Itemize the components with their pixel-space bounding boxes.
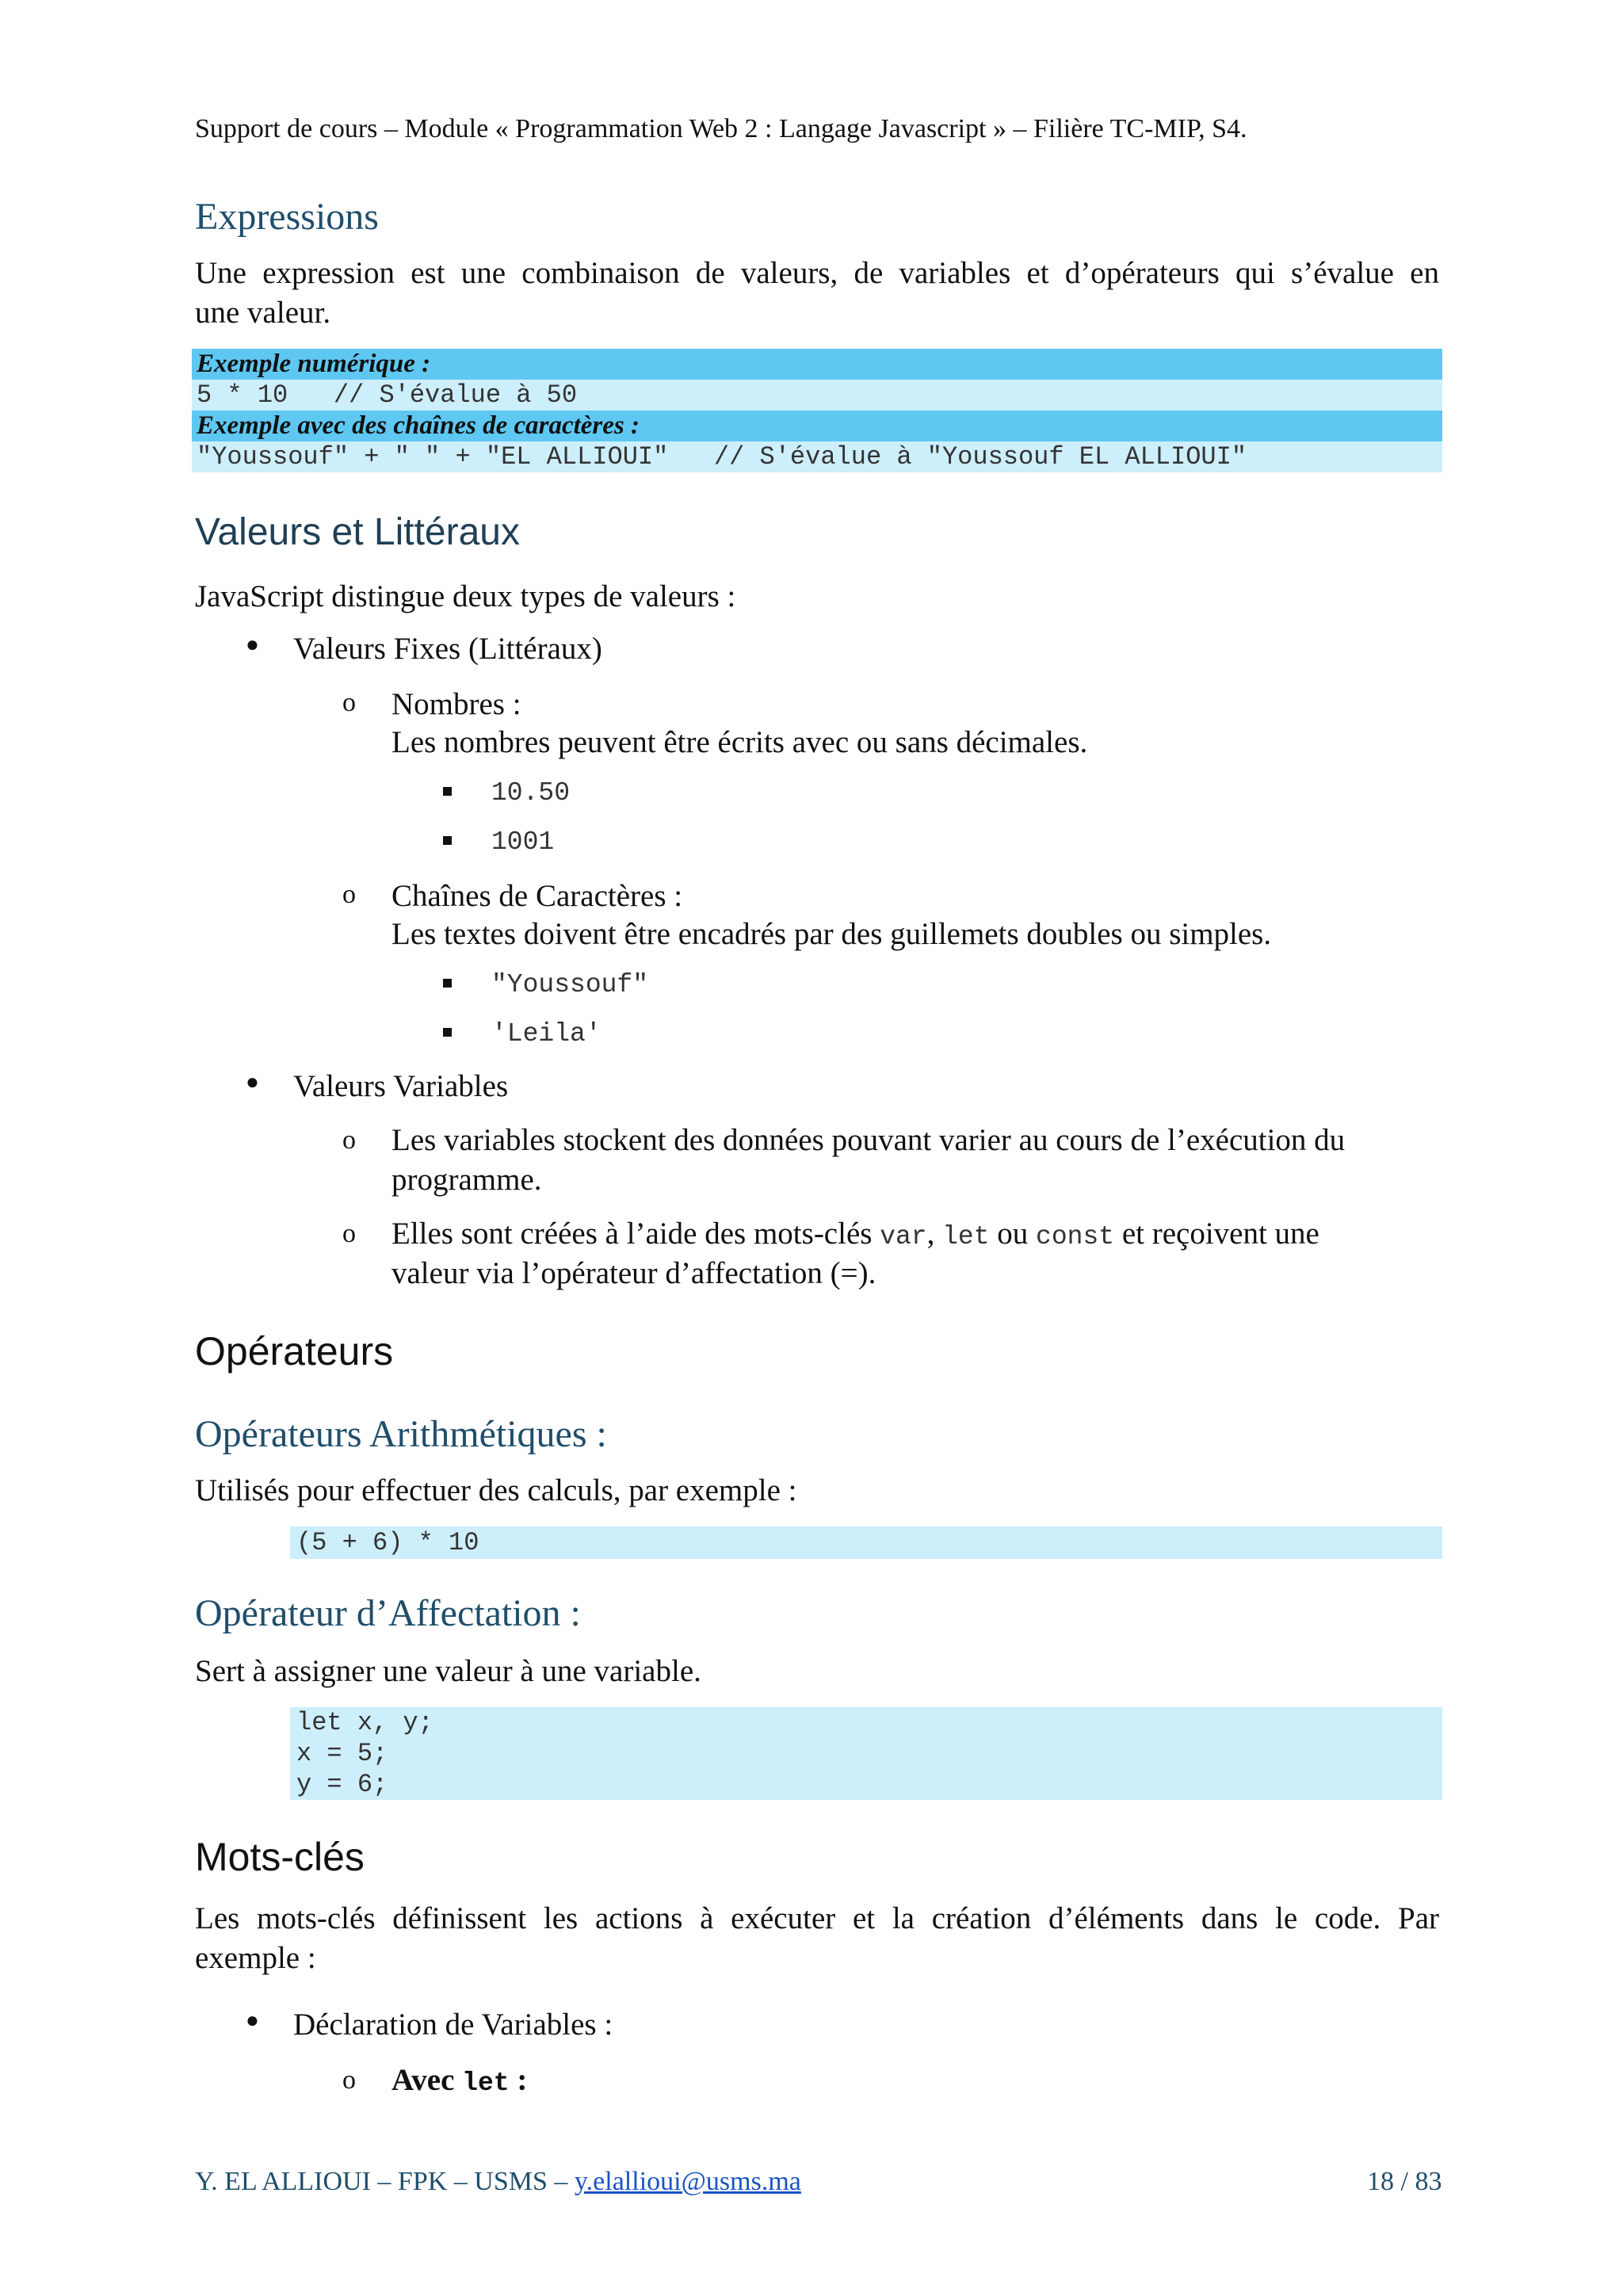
footer-email-link[interactable]: y.elallioui@usms.ma [574, 2167, 801, 2196]
keyword-const: const [1036, 1222, 1115, 1251]
arith-desc: Utilisés pour effectuer des calculs, par exemple : [195, 1473, 797, 1507]
assign-code-box [290, 1707, 1442, 1800]
bullet-circle: o [342, 1125, 356, 1155]
example-header-row [192, 411, 1442, 441]
expressions-example-box [192, 349, 1442, 472]
arith-code: (5 + 6) * 10 [296, 1528, 479, 1557]
string-example: 'Leila' [491, 1019, 601, 1049]
subsection-title-assignment: Opérateur d’Affectation : [195, 1592, 581, 1634]
avec-colon: : [517, 2063, 528, 2097]
section-title-valeurs: Valeurs et Littéraux [195, 511, 520, 553]
valeurs-intro: JavaScript distingue deux types de valeurs : [195, 579, 736, 613]
separator-comma: , [926, 1217, 935, 1251]
bullet-dot: ● [246, 1070, 259, 1095]
assign-code-line: x = 5; [296, 1739, 388, 1768]
example-numeric-label: Exemple numérique : [197, 350, 431, 378]
separator-ou: ou [997, 1217, 1029, 1251]
fixed-values-label: Valeurs Fixes (Littéraux) [293, 632, 602, 666]
example-header-row [192, 349, 1442, 380]
variable-item1-line1: Les variables stockent des données pouvant varier au cours de l’exécution du [391, 1123, 1346, 1157]
bullet-circle: o [342, 688, 356, 717]
motscles-desc-line2: exemple : [195, 1941, 316, 1975]
footer-author-text: Y. EL ALLIOUI – FPK – USMS – [195, 2167, 568, 2196]
bullet-square [443, 979, 452, 988]
variable-item2-line1 [391, 1216, 1319, 1251]
section-title-motscles: Mots-clés [195, 1835, 365, 1879]
keyword-var: var [880, 1222, 927, 1251]
avec-text: Avec [391, 2063, 455, 2097]
example-code-row [192, 441, 1442, 472]
motscles-desc-line1: Les mots-clés définissent les actions à exécuter et la création d’éléments dans le code. Par [195, 1901, 1439, 1935]
assign-desc: Sert à assigner une valeur à une variable. [195, 1654, 701, 1688]
example-string-label: Exemple avec des chaînes de caractères : [197, 411, 640, 440]
numbers-label: Nombres : [391, 687, 521, 721]
assign-code-line: let x, y; [296, 1708, 433, 1737]
running-header: Support de cours – Module « Programmation Web 2 : Langage Javascript » – Filière TC-MIP, S4. [195, 114, 1247, 143]
number-example: 1001 [491, 827, 555, 857]
expressions-intro-line1: Une expression est une combinaison de valeurs, de variables et d’opérateurs qui s’évalue en [195, 256, 1439, 290]
strings-desc: Les textes doivent être encadrés par des guillemets doubles ou simples. [391, 917, 1272, 951]
avec-let-label [391, 2062, 527, 2098]
variable-item2-suffix: et reçoivent une [1121, 1217, 1319, 1251]
page-number: 18 / 83 [1367, 2167, 1442, 2196]
string-example: "Youssouf" [491, 970, 649, 999]
keyword-let: let [942, 1222, 990, 1251]
arith-code-box [290, 1526, 1442, 1559]
footer-author [195, 2167, 801, 2197]
keyword-let: let [462, 2069, 510, 2098]
expressions-intro-line2: une valeur. [195, 296, 331, 330]
bullet-dot: ● [246, 2008, 259, 2033]
bullet-square [443, 836, 452, 845]
numbers-desc: Les nombres peuvent être écrits avec ou sans décimales. [391, 725, 1088, 759]
variable-item1-line2: programme. [391, 1163, 542, 1197]
variable-item2-prefix: Elles sont créées à l’aide des mots-clés [391, 1217, 873, 1251]
example-code-row [192, 380, 1442, 411]
declaration-label: Déclaration de Variables : [293, 2008, 613, 2042]
strings-label: Chaînes de Caractères : [391, 879, 683, 913]
bullet-square [443, 1028, 452, 1037]
subsection-title-arithmetic: Opérateurs Arithmétiques : [195, 1413, 607, 1455]
bullet-square [443, 787, 452, 796]
number-example: 10.50 [491, 778, 571, 808]
bullet-dot: ● [246, 632, 259, 657]
variable-values-label: Valeurs Variables [293, 1069, 509, 1103]
example-numeric-code: 5 * 10 // S'évalue à 50 [197, 380, 578, 410]
section-title-operateurs: Opérateurs [195, 1329, 394, 1373]
section-title-expressions: Expressions [195, 196, 379, 238]
bullet-circle: o [342, 1219, 356, 1248]
assign-code-line: y = 6; [296, 1770, 388, 1799]
variable-item2-line2: valeur via l’opérateur d’affectation (=). [391, 1256, 876, 1290]
bullet-circle: o [342, 2065, 356, 2095]
bullet-circle: o [342, 880, 356, 909]
example-string-code: "Youssouf" + " " + "EL ALLIOUI" // S'évalue à "Youssouf EL ALLIOUI" [197, 442, 1247, 472]
